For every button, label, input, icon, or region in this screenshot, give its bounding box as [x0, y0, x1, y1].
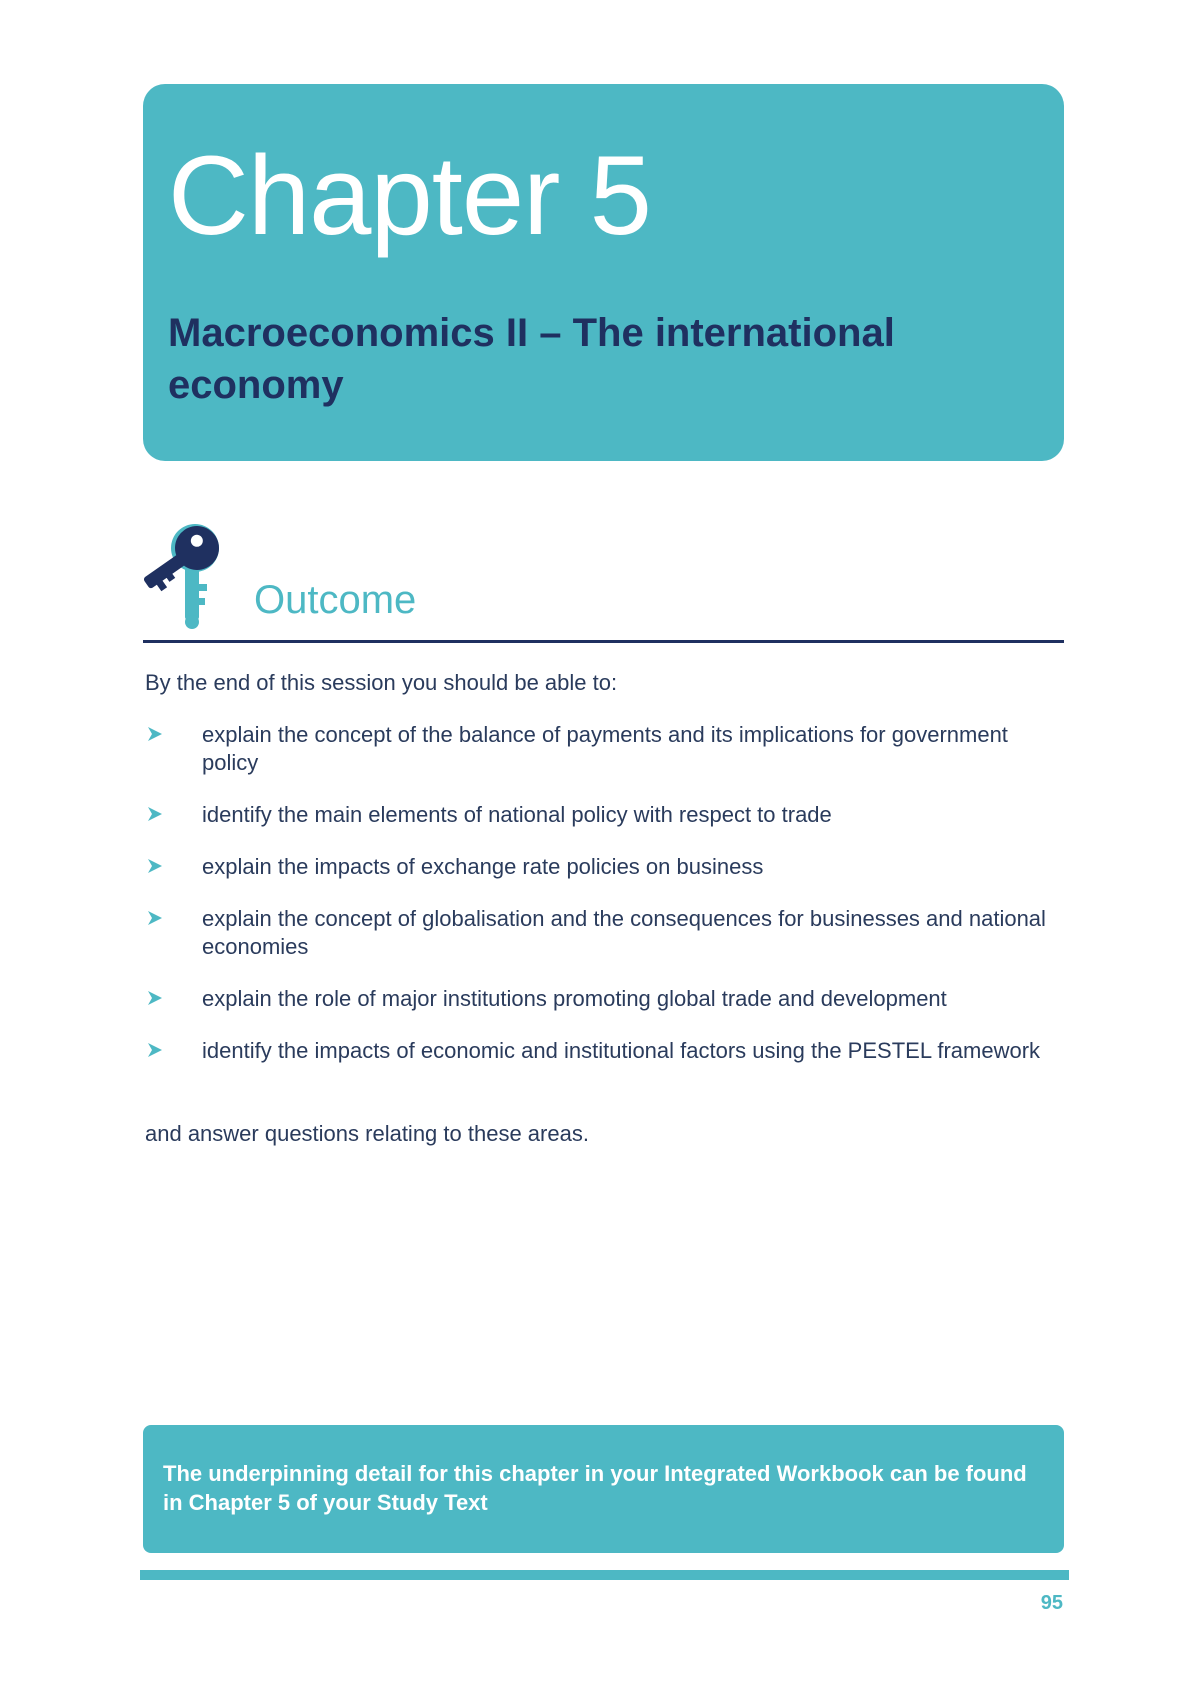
list-item-text: explain the concept of the balance of payments and its implications for government policy: [202, 722, 1008, 775]
outcome-intro: By the end of this session you should be able to:: [145, 670, 618, 695]
arrow-bullet-icon: [147, 726, 163, 742]
list-item-text: explain the concept of globalisation and the consequences for businesses and national economies: [202, 906, 1046, 959]
outcome-heading: Outcome: [254, 578, 417, 622]
chapter-header-box: [143, 84, 1064, 461]
list-item: [145, 905, 1055, 961]
outcomes-list: [145, 721, 1055, 1089]
list-item: [145, 721, 1055, 777]
page-number: 95: [1040, 1592, 1063, 1614]
arrow-bullet-icon: [147, 806, 163, 822]
list-item: [145, 853, 1055, 881]
arrow-bullet-icon: [147, 910, 163, 926]
list-item-text: explain the role of major institutions promoting global trade and development: [202, 986, 947, 1011]
outcome-divider: [143, 640, 1064, 643]
list-item: [145, 985, 1055, 1013]
chapter-subtitle: Macroeconomics II – The international economy: [168, 311, 895, 407]
outcome-closing: and answer questions relating to these areas.: [145, 1121, 589, 1146]
chapter-title: Chapter 5: [168, 133, 651, 258]
list-item-text: identify the impacts of economic and institutional factors using the PESTEL framework: [202, 1038, 1041, 1063]
arrow-bullet-icon: [147, 990, 163, 1006]
info-box: [143, 1425, 1064, 1553]
arrow-bullet-icon: [147, 858, 163, 874]
footer-bar: [140, 1570, 1069, 1580]
list-item: [145, 1037, 1055, 1065]
list-item-text: explain the impacts of exchange rate policies on business: [202, 854, 764, 879]
arrow-bullet-icon: [147, 1042, 163, 1058]
info-box-text: The underpinning detail for this chapter in your Integrated Workbook can be found in Chapter 5 of your Study Text: [163, 1461, 1027, 1515]
list-item-text: identify the main elements of national policy with respect to trade: [202, 802, 832, 827]
key-icon: [141, 518, 233, 630]
list-item: [145, 801, 1055, 829]
